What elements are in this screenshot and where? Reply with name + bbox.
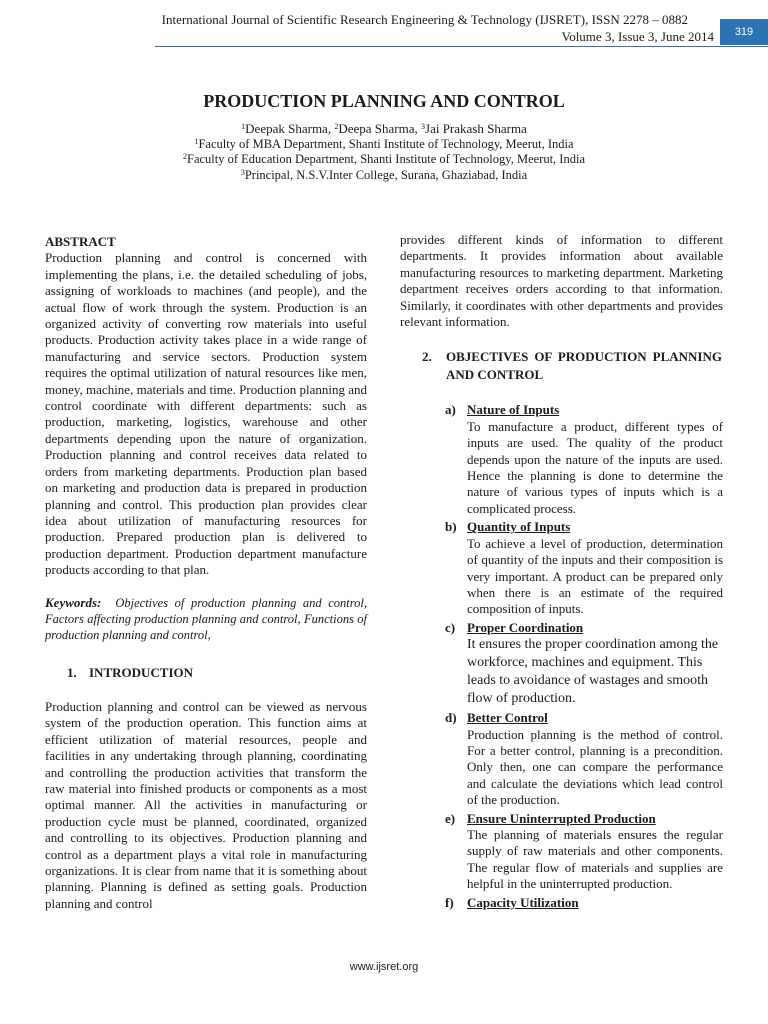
volume-issue: Volume 3, Issue 3, June 2014 — [561, 29, 714, 44]
author-1-name: Deepak Sharma, — [245, 121, 335, 136]
objective-title: Capacity Utilization — [467, 894, 579, 910]
author-3-name: Jai Prakash Sharma — [425, 121, 527, 136]
affiliation-2-text: Faculty of Education Department, Shanti Institute of Technology, Meerut, India — [187, 152, 585, 166]
objective-item — [400, 895, 723, 911]
author-2-sup: 2 — [334, 122, 339, 131]
objective-text: The planning of materials ensures the regular supply of raw materials and other components. The regular flow of materials and supplies are helpful in the uninterrupted production. — [467, 826, 723, 892]
objective-title: Proper Coordination — [467, 619, 584, 635]
objective-marker: c) — [445, 619, 456, 635]
objective-marker: b) — [445, 519, 457, 535]
objectives-number: 2. — [422, 349, 432, 365]
objectives-heading — [422, 348, 722, 384]
objective-title: Nature of Inputs — [467, 402, 560, 418]
header-rule — [155, 46, 768, 47]
objective-item — [400, 402, 723, 517]
introduction-number: 1. — [67, 664, 77, 680]
page-number-badge: 319 — [720, 19, 768, 45]
affiliation-3-text: Principal, N.S.V.Inter College, Surana, Ghaziabad, India — [244, 167, 528, 182]
objective-item — [400, 620, 723, 708]
objective-marker: f) — [445, 894, 454, 910]
footer-url: www.ijsret.org — [349, 961, 419, 973]
affiliation-3 — [0, 168, 768, 184]
objective-item — [400, 519, 723, 617]
introduction-heading — [45, 665, 367, 681]
introduction-title: INTRODUCTION — [89, 664, 194, 680]
introduction-text: Production planning and control can be viewed as nervous system of the production operation. This function aims at efficient utilization of material resources, people and facilities in any undertaking through planning, coordinating and controlling the production activities that transform the raw material into finished products or components as a most optimal manner. All the activities in manufacturing or production cycle must be planned, coordinated, organized and controlling to its objectives. Production planning and control as a department plays a vital role in manufacturing organizations. It is clear from name that it is something about planning. Planning is defined as setting goals. Production planning and control — [45, 698, 367, 911]
keywords-label: Keywords: — [45, 594, 102, 610]
keywords — [45, 595, 367, 643]
objectives-list — [400, 402, 723, 911]
objective-marker: d) — [445, 710, 457, 726]
objective-text: Production planning is the method of control. For a better control, planning is a precondition. Only then, one can compare the performance and calculate the deviations which lead control of the production. — [467, 726, 723, 808]
author-1-sup: 1 — [241, 122, 246, 131]
paper-title: PRODUCTION PLANNING AND CONTROL — [203, 91, 565, 111]
right-column — [400, 232, 723, 913]
affiliation-1-text: Faculty of MBA Department, Shanti Institute of Technology, Meerut, India — [198, 136, 574, 151]
objective-marker: e) — [445, 810, 456, 826]
objectives-title: OBJECTIVES OF PRODUCTION PLANNING AND CONTROL — [446, 349, 722, 383]
author-3-sup: 3 — [421, 122, 426, 131]
left-column — [45, 232, 367, 912]
abstract-heading: ABSTRACT — [45, 234, 116, 249]
objective-marker: a) — [445, 402, 456, 418]
affiliation-3-sup: 3 — [240, 167, 245, 177]
affiliation-1-sup: 1 — [194, 136, 199, 146]
author-2-name: Deepa Sharma, — [338, 121, 422, 136]
author-list — [0, 121, 768, 137]
continued-text: provides different kinds of information to different departments. It provides information about available manufacturing resources to marketing department. Marketing department receives orders according to that information. Similarly, it coordinates with other departments and provides relevant information. — [400, 232, 723, 330]
affiliation-2 — [0, 152, 768, 168]
objective-item — [400, 811, 723, 893]
objective-item — [400, 710, 723, 808]
abstract-text: Production planning and control is concerned with implementing the plans, i.e. the detailed scheduling of jobs, assigning of workloads to machines (and people), and the actual flow of work through the system. Production is an organized activity of converting row materials into useful products. Production activity takes place in a wide range of manufacturing and service sectors. Production system requires the optimal utilization of natural resources like men, money, machine, materials and time. Production planning and control coordinate with different departments: such as production, marketing, logistics, warehouse and other departments depending upon the nature of organization. Production planning and control receives data related to orders from marketing departments. Production plan based on marketing and production data is prepared in production planning and control. This production plan provides clear idea about utilization of manufacturing resources for production. Prepared production plan is delivered to production department. Production department manufacture products according to that plan. — [45, 250, 367, 578]
authors-block — [0, 121, 768, 183]
objective-text: To achieve a level of production, determination of quantity of the inputs and their composition is very important. A product can be prepared only when there is an estimate of the required composition of inputs. — [467, 535, 723, 617]
objective-title: Better Control — [467, 710, 548, 726]
objective-title: Quantity of Inputs — [467, 519, 571, 535]
journal-header: International Journal of Scientific Research Engineering & Technology (IJSRET), ISSN 2278 – 0882 — [161, 12, 688, 27]
objective-text: It ensures the proper coordination among the workforce, machines and equipment. This leads to avoidance of wastages and smooth flow of production. — [467, 637, 719, 707]
affiliation-2-sup: 2 — [183, 152, 187, 161]
objective-text: To manufacture a product, different types of inputs are used. The quality of the product depends upon the nature of the inputs are used. Hence the planning is done to determine the nature of various types of inputs which is a complicated process. — [467, 418, 723, 516]
affiliation-1 — [0, 137, 768, 153]
keywords-text: Objectives of production planning and control, Factors affecting production planning and control, Functions of production planning and control, — [45, 595, 367, 642]
objective-title: Ensure Uninterrupted Production — [467, 810, 656, 826]
